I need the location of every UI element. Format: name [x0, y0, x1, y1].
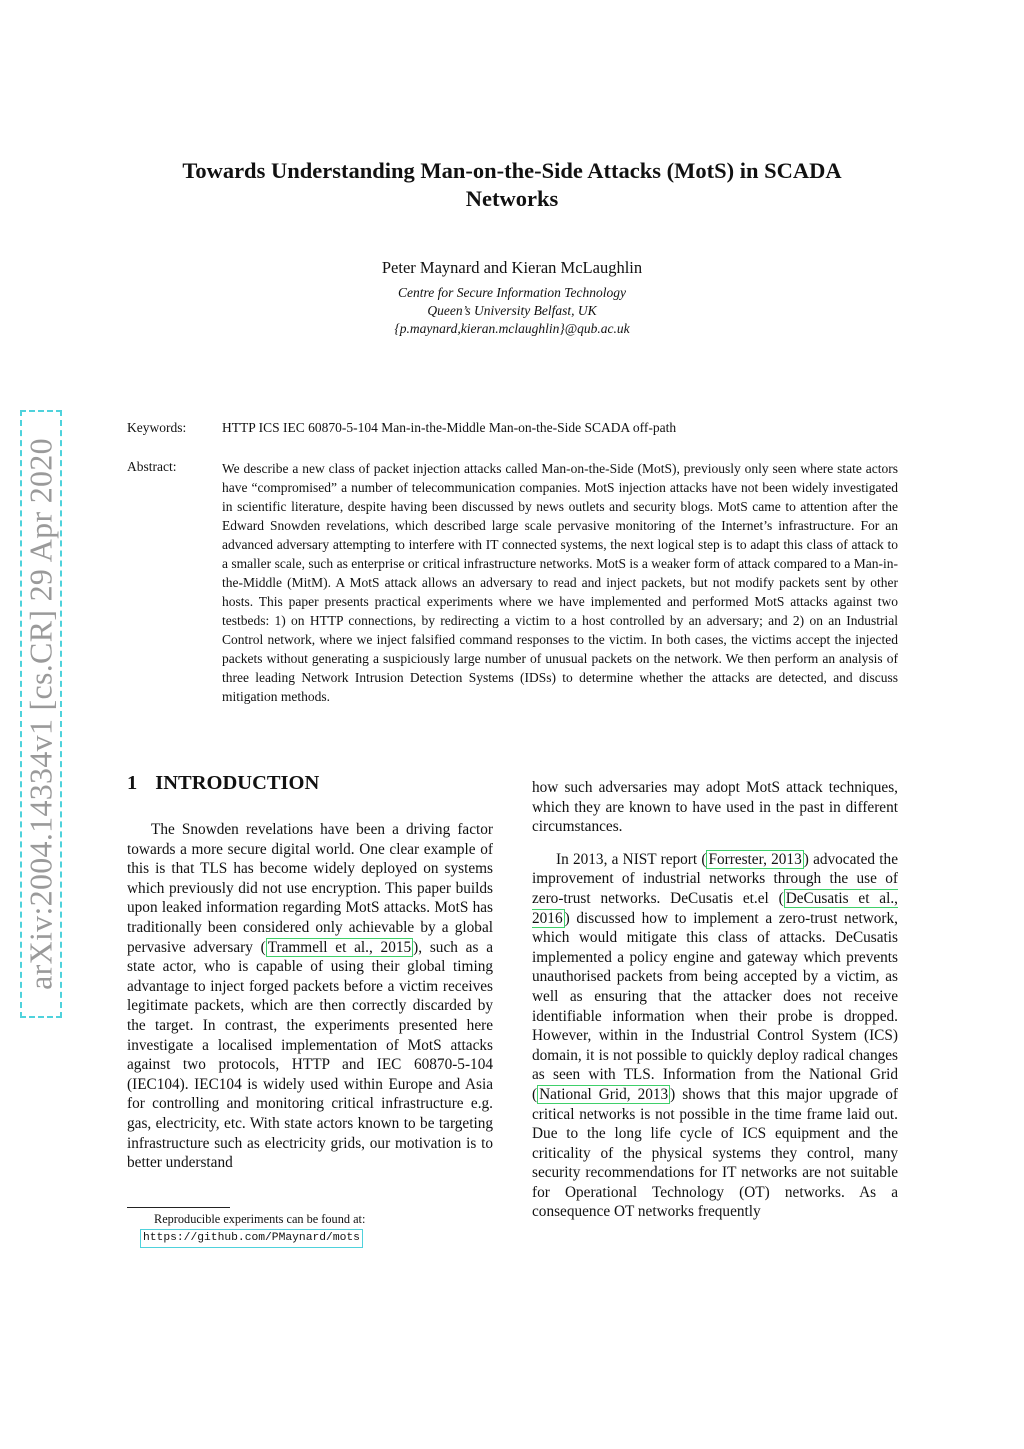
right-column	[532, 778, 898, 1222]
text-run: ) advocated the improvement of industrial networks through the use of zero-trust networks. DeCusatis et.el (	[532, 850, 898, 907]
citation-link[interactable]: DeCusatis et al., 2016	[532, 889, 898, 927]
section-number: 1	[127, 772, 138, 794]
arxiv-sidebar-link[interactable]	[20, 410, 62, 1018]
citation-link[interactable]: National Grid, 2013	[539, 1085, 669, 1103]
footnote	[140, 1211, 470, 1248]
intro-paragraph-1	[127, 820, 493, 1173]
section-title: INTRODUCTION	[155, 772, 320, 794]
citation-link[interactable]: Forrester, 2013	[708, 850, 802, 868]
footnote-url-link[interactable]: https://github.com/PMaynard/mots	[140, 1229, 363, 1248]
footnote-rule	[127, 1207, 230, 1208]
paper-title	[130, 157, 894, 213]
section-heading	[127, 772, 319, 795]
citation-link[interactable]: Trammell et al., 2015	[267, 938, 412, 956]
footnote-text: Reproducible experiments can be found at:	[154, 1212, 366, 1226]
text-run: ) discussed how to implement a zero-trust network, which would mitigate this class of attacks. DeCusatis implemented a policy engine and gateway which prevents unauthorised packets from being accepted by a victim, as well as ensuring that the attacker does not receive identifiable information when their probe is dropped. However, within in the Industrial Control System (ICS) domain, it is not possible to quickly deploy radical changes as seen with TLS. Information from the National Grid (	[532, 909, 898, 1103]
text-run: ), such as a state actor, who is capable of using their global timing advantage to inject forged packets before a victim receives legitimate packets, which are then correctly discarded by the target. In contrast, the experiments presented here investigate a localised implementation of MotS attacks against two protocols, HTTP and IEC 60870-5-104 (IEC104). IEC104 is widely used within Europe and Asia for controlling and monitoring critical infrastructure e.g. gas, electricity, etc. With state actors known to be targeting infrastructure such as electricity grids, our motivation is to better understand	[127, 938, 493, 1172]
affiliation: Centre for Secure Information Technology	[398, 285, 626, 300]
authors: Peter Maynard and Kieran McLaughlin	[381, 258, 643, 277]
email: {p.maynard,kieran.mclaughlin}@qub.ac.uk	[394, 321, 630, 336]
intro-paragraph-2	[532, 850, 898, 1222]
abstract-text: We describe a new class of packet injection attacks called Man-on-the-Side (MotS), previously only seen where state actors have “compromised” a number of telecommunication companies. MotS injection attacks have not been widely investigated in scientific literature, despite having been discussed by news outlets and security blogs. MotS came to attention after the Edward Snowden revelations, which described large scale pervasive monitoring of the Internet’s infrastructure. For an advanced adversary attempting to interfere with IT connected systems, the next logical step is to adapt this class of attack to a smaller scale, such as enterprise or critical infrastructure networks. MotS is a weaker form of attack compared to a Man-in-the-Middle (MitM). A MotS attack allows an adversary to read and inject packets, but not modify packets sent by other hosts. This paper presents practical experiments where we have implemented and performed MotS attacks against two testbeds: 1) on HTTP connections, by redirecting a victim to a host controlled by an adversary; and 2) on an Industrial Control network, where we inject falsified command responses to the victim. In both cases, the victims accept the injected packets without generating a suspiciously large number of unusual packets on the network. We then perform an analysis of three leading Network Intrusion Detection Systems (IDSs) to determine whether the attacks are detected, and discuss mitigation methods.	[222, 461, 898, 704]
intro-paragraph-continued: how such adversaries may adopt MotS attack techniques, which they are known to have used in the past in different circumstances.	[532, 779, 898, 836]
text-run: ) shows that this major upgrade of critical networks is not possible in the time frame laid out. Due to the long life cycle of ICS equipment and the criticality of the physical systems they control, many security recommendations for IT networks are not suitable for Operational Technology (OT) networks. As a consequence OT networks frequently	[532, 1085, 898, 1221]
abstract-label: Abstract:	[127, 459, 177, 474]
arxiv-identifier: arXiv:2004.14334v1 [cs.CR] 29 Apr 2020	[22, 438, 59, 990]
text-run: The Snowden revelations have been a driving factor towards a more secure digital world. One clear example of this is that TLS has become widely deployed on systems which previously did not use encryption. This paper builds upon leaked information regarding MotS attacks. MotS has traditionally been considered only achievable by a global pervasive adversary (	[127, 821, 493, 956]
keywords-text: HTTP ICS IEC 60870-5-104 Man-in-the-Middle Man-on-the-Side SCADA off-path	[222, 420, 677, 435]
text-run: In 2013, a NIST report (	[556, 850, 707, 868]
university: Queen’s University Belfast, UK	[427, 303, 597, 318]
left-column	[127, 820, 493, 1173]
paper-title-line-1: Towards Understanding Man-on-the-Side Attacks (MotS) in SCADA	[182, 158, 842, 183]
keywords-label: Keywords:	[127, 420, 187, 435]
paper-title-line-2: Networks	[465, 186, 559, 211]
